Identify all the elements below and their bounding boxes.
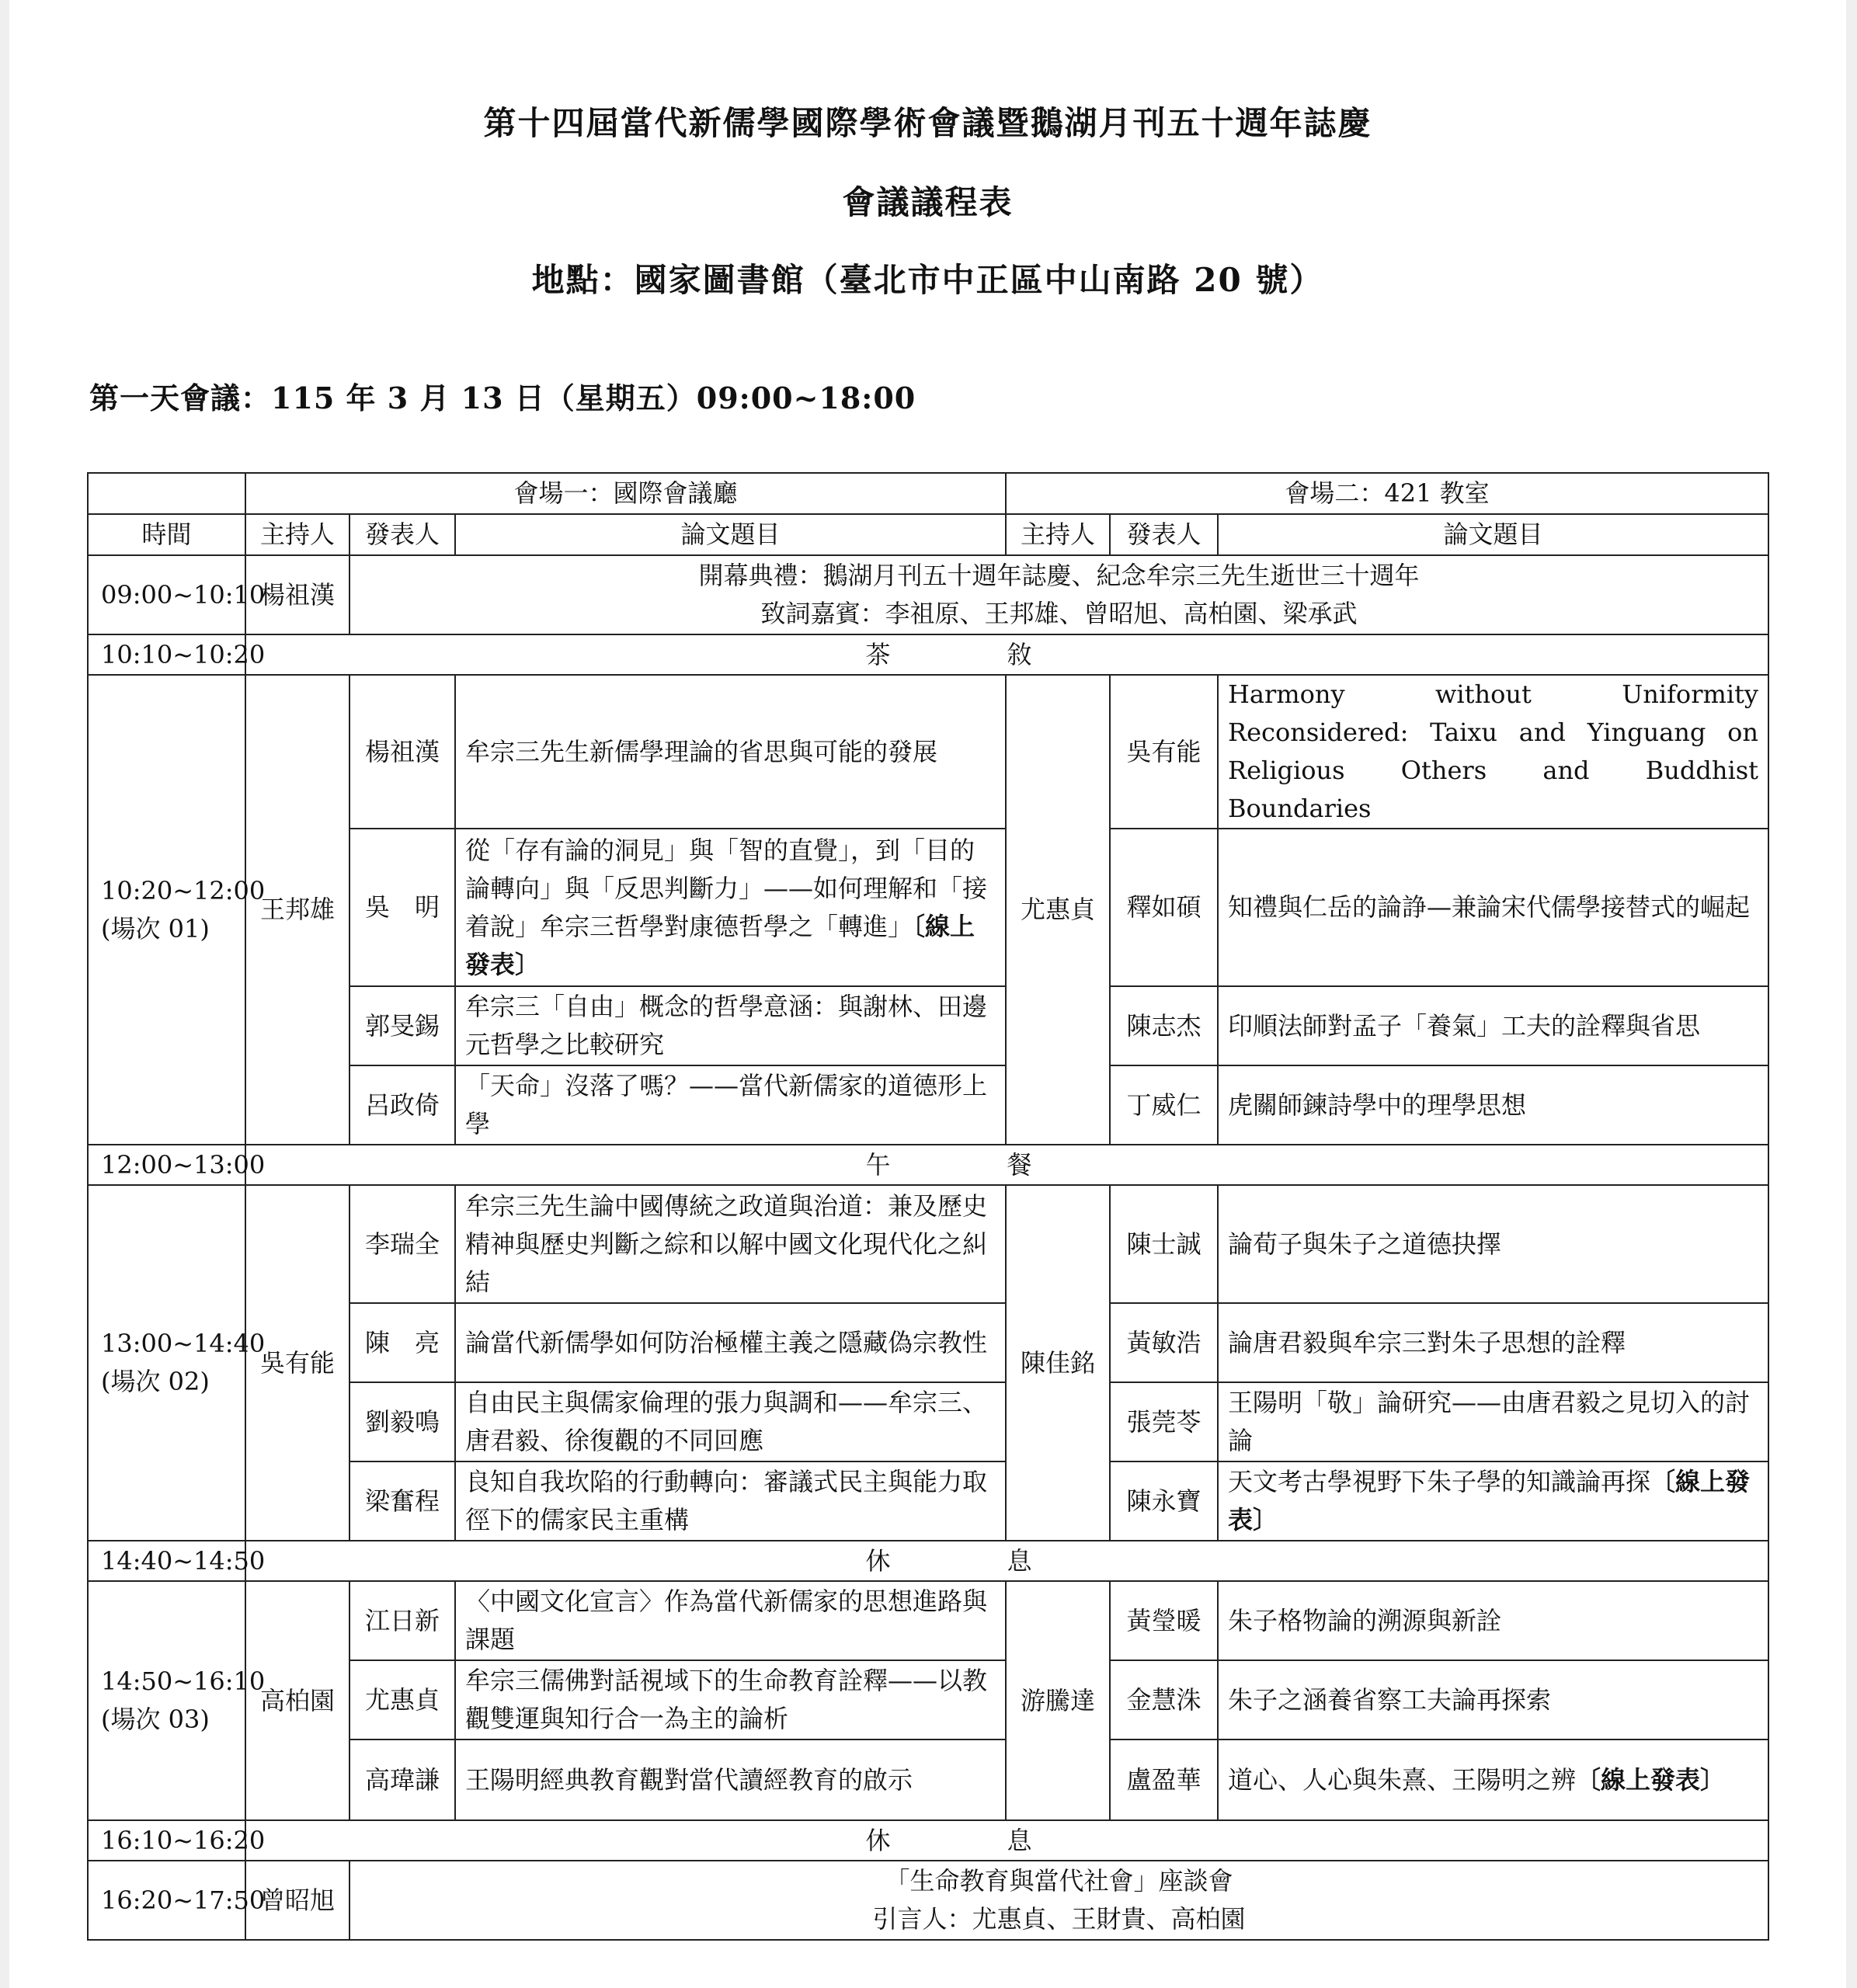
paper-title-1: [455, 1303, 1006, 1382]
presenter-1: 郭旻錫: [349, 986, 455, 1065]
paper-title-text: 天文考古學視野下朱子學的知識論再探: [1228, 1467, 1651, 1496]
presenter-2: 黃瑩暖: [1110, 1581, 1218, 1660]
session-number: (場次 01): [101, 913, 210, 944]
paper-title-2: [1218, 1382, 1768, 1461]
paper-title-text: 從「存有論的洞見」與「智的直覺」，到「目的論轉向」與「反思判斷力」——如何理解和「接着說」牟宗三哲學對康德哲學之「轉進」: [465, 835, 988, 941]
paper-title-text: 印順法師對孟子「養氣」工夫的詮釋與省思: [1228, 1010, 1701, 1041]
presenter-1: 呂政倚: [349, 1065, 455, 1145]
col-title-1: 論文題目: [455, 514, 1006, 555]
time-cell: 09:00~10:10: [88, 555, 245, 634]
session-time: [88, 675, 266, 1145]
paper-title-text: 牟宗三先生新儒學理論的省思與可能的發展: [465, 736, 938, 766]
time-cell: 10:10~10:20: [88, 634, 245, 675]
paper-title-text: 論荀子與朱子之道德抉擇: [1228, 1229, 1502, 1259]
venue2-label: 會場二：421 教室: [1006, 473, 1768, 514]
presenter-2: 吳有能: [1110, 675, 1218, 829]
time-cell: 12:00~13:00: [88, 1145, 245, 1185]
presenter-1: 高瑋謙: [349, 1740, 455, 1820]
paper-title-1: [455, 1461, 1006, 1541]
presenter-1: 楊祖漢: [349, 675, 455, 829]
presenter-2: 金慧洙: [1110, 1660, 1218, 1740]
paper-title-text: Harmony without Uniformity Reconsidered: Taixu and Yinguang on Religious Others and Buddhist Boundaries: [1228, 679, 1758, 823]
venue-line: 地點：國家圖書館（臺北市中正區中山南路 20 號）: [531, 261, 1324, 299]
time-cell: 14:40~14:50: [88, 1541, 245, 1581]
presenter-1: 梁奮程: [349, 1461, 455, 1541]
presenter-1: 吳 明: [349, 829, 455, 986]
session-time: [88, 1581, 266, 1820]
forum-row: [88, 1861, 1768, 1940]
paper-title-2: [1218, 1185, 1768, 1303]
paper-title-1: [455, 1660, 1006, 1740]
col-host-1: 主持人: [245, 514, 349, 555]
presenter-2: 釋如碩: [1110, 829, 1218, 986]
paper-title-2: [1218, 1461, 1768, 1541]
presenter-1: 陳 亮: [349, 1303, 455, 1382]
paper-row: [88, 1581, 1768, 1660]
online-tag: 〔線上發表〕: [1576, 1764, 1726, 1795]
break-row: [88, 1820, 1768, 1861]
break-row: [88, 634, 1768, 675]
break-text: 休息: [865, 1545, 1149, 1576]
session-host-2: 游騰達: [1006, 1581, 1110, 1820]
presenter-1: 劉毅鳴: [349, 1382, 455, 1461]
paper-title-1: [455, 675, 1006, 829]
presenter-1: 李瑞全: [349, 1185, 455, 1303]
col-presenter-2: 發表人: [1110, 514, 1218, 555]
paper-title-1: [455, 1382, 1006, 1461]
paper-title-1: [455, 1581, 1006, 1660]
break-label: [245, 634, 1768, 675]
schedule-table: [87, 472, 1769, 1941]
paper-title-2: [1218, 1065, 1768, 1145]
presenter-2: 陳永寶: [1110, 1461, 1218, 1541]
forum-speakers: 引言人：尤惠貞、王財貴、高柏園: [872, 1904, 1246, 1934]
paper-title-1: [455, 829, 1006, 986]
paper-title-text: 論當代新儒學如何防治極權主義之隱藏偽宗教性: [465, 1327, 988, 1357]
presenter-2: 陳士誠: [1110, 1185, 1218, 1303]
break-text: 午餐: [865, 1149, 1149, 1180]
venue1-label: 會場一：國際會議廳: [245, 473, 1006, 514]
presenter-2: 盧盈華: [1110, 1740, 1218, 1820]
venue-header-row: [88, 473, 1768, 514]
session-host-2: 陳佳銘: [1006, 1185, 1110, 1541]
time-cell: 16:20~17:50: [88, 1861, 245, 1940]
paper-title-1: [455, 1065, 1006, 1145]
break-row: [88, 1541, 1768, 1581]
session-number: (場次 02): [101, 1367, 210, 1396]
conference-title: 第十四屆當代新儒學國際學術會議暨鵝湖月刊五十週年誌慶: [483, 104, 1372, 142]
paper-title-text: 牟宗三先生論中國傳統之政道與治道：兼及歷史精神與歷史判斷之綜和以解中國文化現代化之糾結: [465, 1190, 988, 1297]
paper-title-2: [1218, 1303, 1768, 1382]
paper-title-2: [1218, 1740, 1768, 1820]
col-presenter-1: 發表人: [349, 514, 455, 555]
col-time: 時間: [88, 514, 245, 555]
online-tag: 〔線上發表〕: [465, 911, 975, 979]
paper-title-1: [455, 986, 1006, 1065]
break-row: [88, 1145, 1768, 1185]
paper-title-2: [1218, 829, 1768, 986]
paper-row: [88, 675, 1768, 829]
online-tag: 〔線上發表〕: [1228, 1467, 1751, 1534]
session-time-range: 14:50~16:10: [101, 1667, 266, 1696]
column-header-row: [88, 514, 1768, 555]
paper-title-1: [455, 1185, 1006, 1303]
presenter-2: 張莞苓: [1110, 1382, 1218, 1461]
break-text: 茶敘: [865, 639, 1149, 669]
presenter-1: 尤惠貞: [349, 1660, 455, 1740]
presenter-2: 黃敏浩: [1110, 1303, 1218, 1382]
paper-title-text: 〈中國文化宣言〉作為當代新儒家的思想進路與課題: [465, 1587, 988, 1654]
session-host-1: 吳有能: [245, 1185, 349, 1541]
session-host-1: 王邦雄: [245, 675, 349, 1145]
paper-title-text: 論唐君毅與牟宗三對朱子思想的詮釋: [1228, 1327, 1626, 1357]
break-label: [245, 1820, 1768, 1861]
opening-line2: 致詞嘉賓：李祖原、王邦雄、曾昭旭、高柏園、梁承武: [760, 599, 1358, 628]
paper-title-1: [455, 1740, 1006, 1820]
col-host-2: 主持人: [1006, 514, 1110, 555]
paper-title-text: 自由民主與儒家倫理的張力與調和——牟宗三、唐君毅、徐復觀的不同回應: [465, 1388, 988, 1455]
time-cell: 16:10~16:20: [88, 1820, 245, 1861]
opening-row: [88, 555, 1768, 634]
session-time-range: 13:00~14:40: [101, 1329, 266, 1358]
paper-title-2: [1218, 1660, 1768, 1740]
paper-title-text: 虎關師鍊詩學中的理學思想: [1228, 1090, 1527, 1120]
session-host-2: 尤惠貞: [1006, 675, 1110, 1145]
session-time-range: 10:20~12:00: [101, 875, 266, 905]
host-cell: 楊祖漢: [245, 555, 349, 634]
paper-title-2: [1218, 986, 1768, 1065]
session-time: [88, 1185, 266, 1541]
paper-title-text: 王陽明經典教育觀對當代讀經教育的啟示: [465, 1764, 913, 1795]
presenter-1: 江日新: [349, 1581, 455, 1660]
forum-title: 「生命教育與當代社會」座談會: [885, 1866, 1233, 1896]
agenda-subtitle: 會議議程表: [842, 183, 1014, 221]
presenter-2: 陳志杰: [1110, 986, 1218, 1065]
opening-ceremony: [349, 555, 1768, 634]
paper-title-text: 「天命」沒落了嗎？——當代新儒家的道德形上學: [465, 1071, 988, 1138]
corner-cell: [88, 473, 245, 514]
break-label: [245, 1541, 1768, 1581]
paper-title-text: 牟宗三儒佛對話視域下的生命教育詮釋——以教觀雙運與知行合一為主的論析: [465, 1666, 988, 1733]
paper-title-text: 道心、人心與朱熹、王陽明之辨: [1228, 1764, 1577, 1795]
col-title-2: 論文題目: [1218, 514, 1768, 555]
paper-title-text: 朱子格物論的溯源與新詮: [1228, 1605, 1502, 1635]
session-host-1: 高柏園: [245, 1581, 349, 1820]
document-page: [9, 0, 1846, 1988]
forum-info: [349, 1861, 1768, 1940]
paper-title-2: [1218, 675, 1768, 829]
paper-title-2: [1218, 1581, 1768, 1660]
presenter-2: 丁威仁: [1110, 1065, 1218, 1145]
host-cell: 曾昭旭: [245, 1861, 349, 1940]
paper-title-text: 王陽明「敬」論研究——由唐君毅之見切入的討論: [1228, 1388, 1751, 1455]
day-heading: 第一天會議：115 年 3 月 13 日（星期五）09:00~18:00: [89, 381, 916, 415]
break-label: [245, 1145, 1768, 1185]
paper-title-text: 朱子之涵養省察工夫論再探索: [1228, 1684, 1552, 1715]
paper-title-text: 良知自我坎陷的行動轉向：審議式民主與能力取徑下的儒家民主重構: [465, 1467, 988, 1534]
opening-line1: 開幕典禮：鵝湖月刊五十週年誌慶、紀念牟宗三先生逝世三十週年: [698, 561, 1420, 590]
paper-row: [88, 1185, 1768, 1303]
paper-title-text: 牟宗三「自由」概念的哲學意涵：與謝林、田邊元哲學之比較研究: [465, 992, 988, 1059]
paper-title-text: 知禮與仁岳的論諍—兼論宋代儒學接替式的崛起: [1228, 892, 1751, 922]
break-text: 休息: [865, 1825, 1149, 1855]
session-number: (場次 03): [101, 1705, 210, 1734]
